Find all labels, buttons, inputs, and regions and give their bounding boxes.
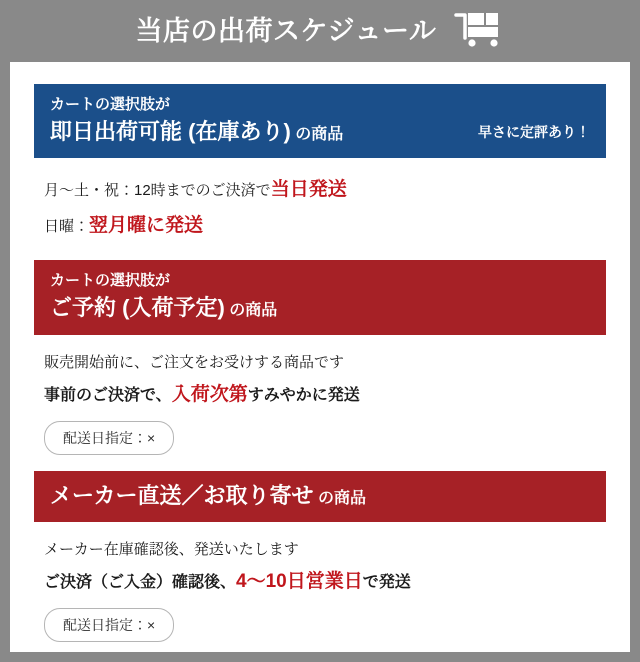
section-banner-preorder: [34, 260, 606, 334]
banner-title-suffix: の商品: [224, 301, 278, 319]
page-header: [0, 0, 640, 62]
detail-line-prefix: 事前のご決済で、: [44, 387, 172, 405]
detail-line: [44, 536, 596, 565]
banner-title: [50, 293, 277, 323]
banner-title: [50, 117, 343, 147]
banner-text: [50, 94, 343, 146]
detail-line-trailing: で発送: [362, 574, 411, 592]
detail-line-emphasis: 4〜10日営業日: [236, 571, 363, 593]
detail-line-emphasis: 翌月曜に発送: [89, 215, 204, 237]
delivery-date-badge: 配送日指定：×: [44, 421, 174, 455]
detail-line-prefix: メーカー在庫確認後、発送いたします: [44, 540, 299, 558]
delivery-date-badge: 配送日指定：×: [44, 608, 174, 642]
banner-title-suffix: の商品: [290, 125, 344, 143]
banner-subtitle: カートの選択肢が: [50, 96, 171, 113]
banner-title-main: メーカー直送／お取り寄せ: [50, 483, 314, 509]
detail-line-prefix: 販売開始前に、ご注文をお受けする商品です: [44, 353, 345, 371]
detail-line: [44, 564, 596, 600]
page-title: 当店の出荷スケジュール: [135, 15, 437, 46]
banner-note: 早さに定評あり！: [478, 124, 590, 141]
detail-line-emphasis: 入荷次第: [171, 384, 248, 406]
banner-title-main: ご予約 (入荷予定): [50, 294, 225, 320]
section-body-same-day: [34, 158, 606, 260]
detail-line: [44, 208, 596, 244]
section-banner-dropship: [34, 471, 606, 521]
delivery-truck-icon: [452, 11, 504, 52]
detail-line: [44, 349, 596, 378]
detail-line-trailing: すみやかに発送: [247, 387, 360, 405]
detail-line-prefix: ご決済（ご入金）確認後、: [44, 574, 237, 592]
banner-text: [50, 270, 277, 322]
content-card: [10, 62, 630, 652]
detail-line-emphasis: 当日発送: [270, 179, 347, 201]
detail-line-prefix: 日曜：: [44, 218, 90, 236]
detail-line-prefix: 月〜土・祝：12時までのご決済で: [44, 182, 271, 200]
detail-line: [44, 377, 596, 413]
section-body-preorder: [34, 335, 606, 472]
section-body-dropship: [34, 522, 606, 659]
detail-line: [44, 172, 596, 208]
banner-title-main: 即日出荷可能 (在庫あり): [50, 118, 291, 144]
banner-subtitle: カートの選択肢が: [50, 272, 171, 290]
banner-title-suffix: の商品: [313, 490, 367, 508]
section-banner-same-day: [34, 84, 606, 158]
